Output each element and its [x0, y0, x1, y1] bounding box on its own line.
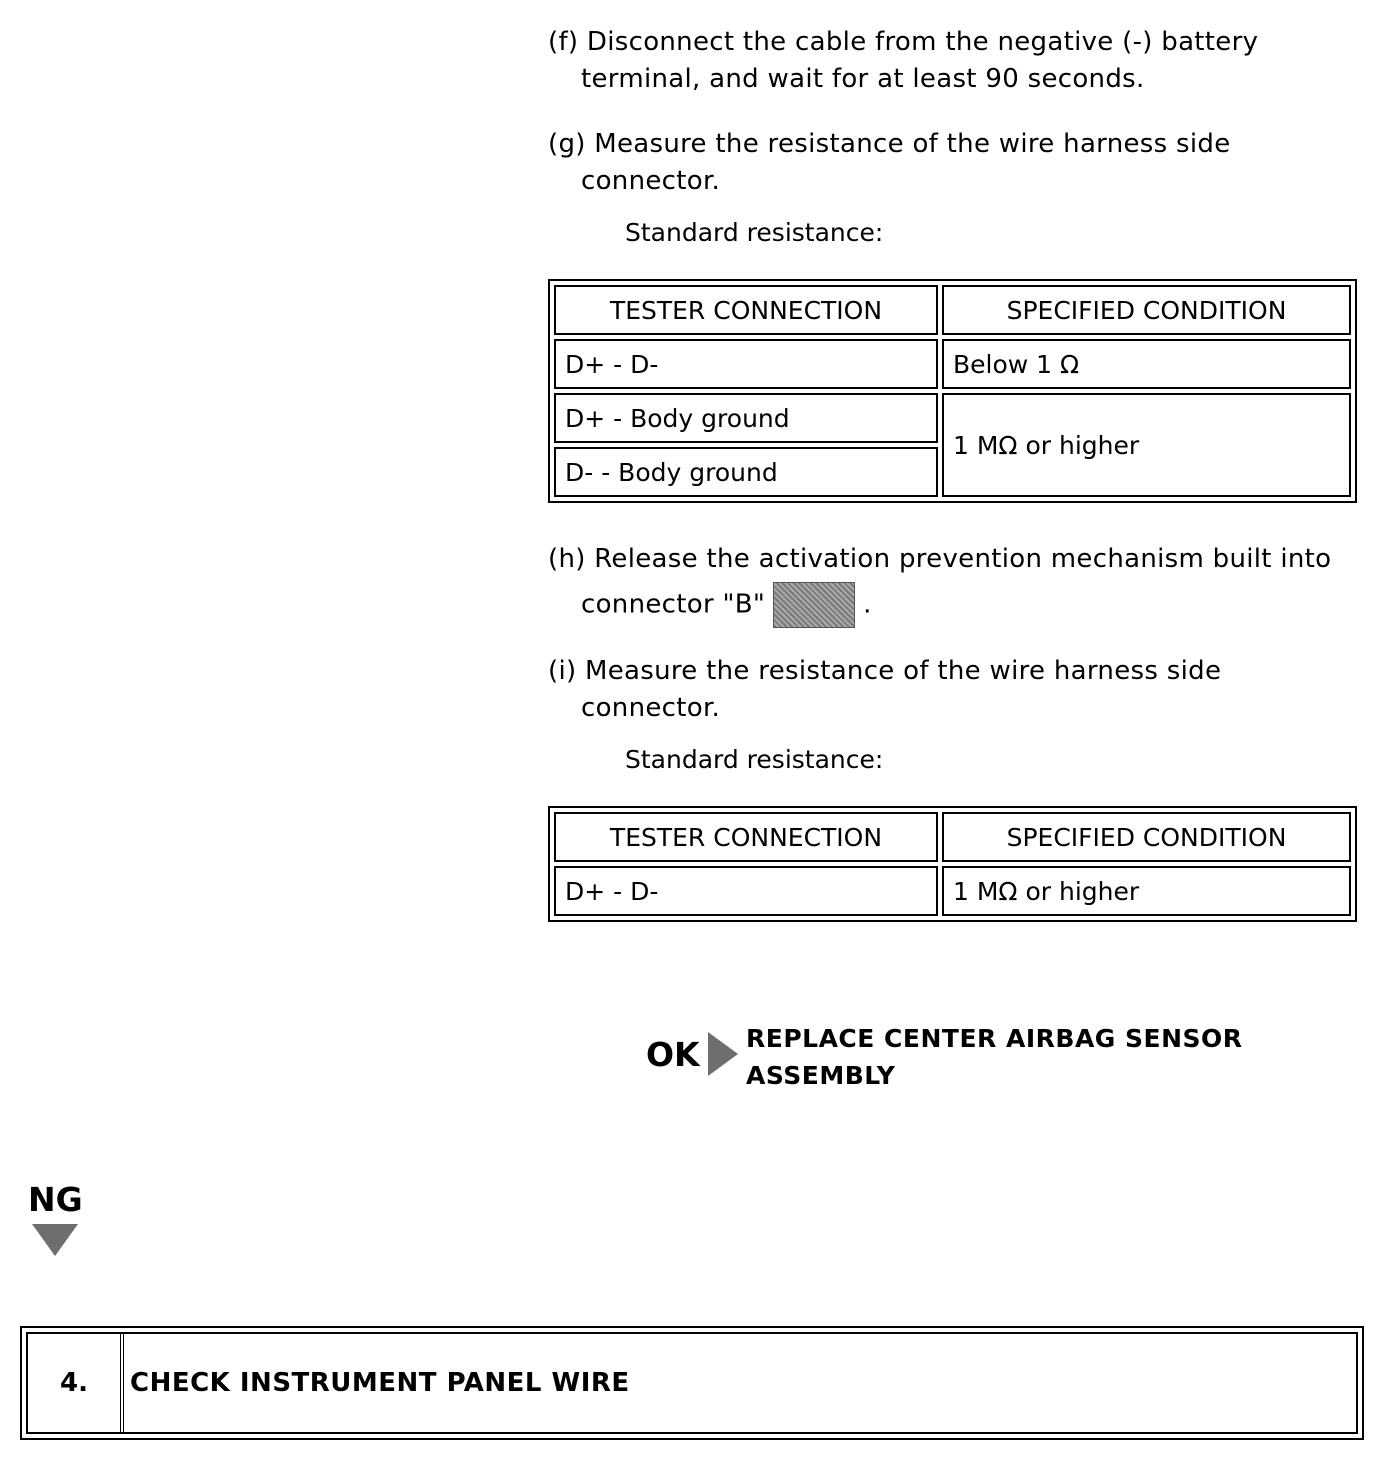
step-i-line1: (i) Measure the resistance of the wire harness side: [548, 656, 1222, 686]
step-g-line1: (g) Measure the resistance of the wire harness side: [548, 129, 1231, 159]
step-h-line1: (h) Release the activation prevention mechanism built into: [548, 544, 1332, 574]
table-header-cell: TESTER CONNECTION: [554, 285, 938, 335]
ok-action-line1: REPLACE CENTER AIRBAG SENSOR: [746, 1024, 1243, 1053]
step-g: [548, 126, 1368, 200]
step-h-tail: .: [863, 589, 872, 620]
step-h-line2: connector "B": [581, 589, 766, 620]
check-step-title: CHECK INSTRUMENT PANEL WIRE: [130, 1368, 630, 1398]
check-step-box: [20, 1326, 1364, 1440]
standard-resistance-label-1: Standard resistance:: [625, 218, 884, 247]
table-cell: D+ - D-: [554, 866, 938, 916]
table-row: [554, 339, 1351, 389]
step-i: [548, 653, 1368, 727]
table-cell: D+ - D-: [554, 339, 938, 389]
connector-b-image-icon[interactable]: [773, 582, 855, 628]
table-cell: Below 1 Ω: [942, 339, 1351, 389]
table-header-row: [554, 812, 1351, 862]
arrow-right-icon: [708, 1032, 738, 1076]
ok-action-link[interactable]: [746, 1020, 1266, 1094]
step-f-line2: terminal, and wait for at least 90 seconds.: [581, 64, 1145, 94]
check-step-number: 4.: [28, 1334, 124, 1432]
ng-label: NG: [28, 1180, 83, 1219]
table-cell: 1 MΩ or higher: [942, 866, 1351, 916]
table-header-row: [554, 285, 1351, 335]
table-cell: D- - Body ground: [554, 447, 938, 497]
resistance-table-1: [548, 279, 1357, 503]
ok-action-line2: ASSEMBLY: [746, 1061, 896, 1090]
step-i-line2: connector.: [581, 693, 721, 723]
table-row: [554, 866, 1351, 916]
table-header-cell: SPECIFIED CONDITION: [942, 812, 1351, 862]
table-row: [554, 393, 1351, 443]
table-header-cell: TESTER CONNECTION: [554, 812, 938, 862]
arrow-down-icon: [32, 1224, 78, 1256]
step-h: [548, 541, 1368, 628]
step-g-line2: connector.: [581, 166, 721, 196]
table-cell: D+ - Body ground: [554, 393, 938, 443]
standard-resistance-label-2: Standard resistance:: [625, 745, 884, 774]
table-header-cell: SPECIFIED CONDITION: [942, 285, 1351, 335]
table-cell: 1 MΩ or higher: [942, 393, 1351, 497]
resistance-table-2: [548, 806, 1357, 922]
ok-label: OK: [646, 1035, 700, 1074]
step-f-line1: (f) Disconnect the cable from the negative (-) battery: [548, 27, 1259, 57]
step-f: [548, 24, 1368, 98]
